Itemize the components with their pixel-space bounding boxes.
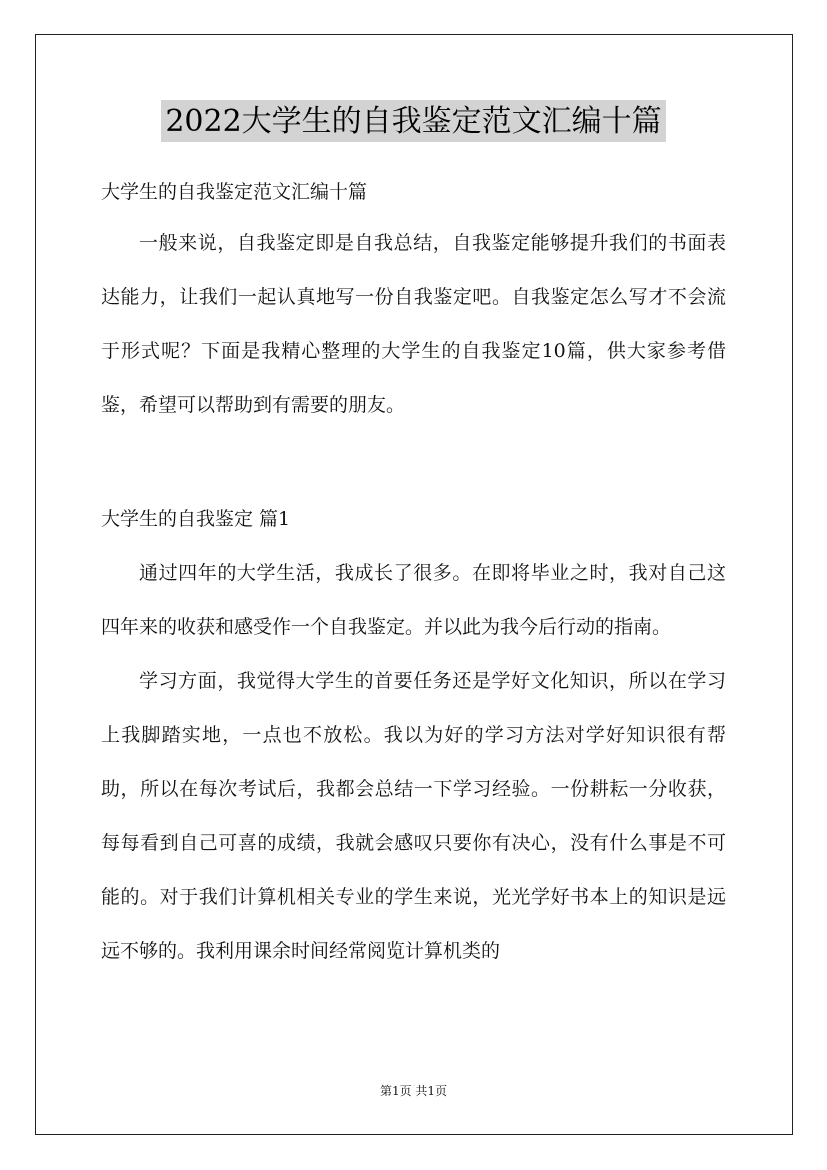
page-footer: 第1页 共1页: [379, 1084, 448, 1098]
document-subtitle: 大学生的自我鉴定范文汇编十篇: [101, 181, 368, 203]
intro-paragraph: 一般来说，自我鉴定即是自我总结，自我鉴定能够提升我们的书面表达能力，让我们一起认真地写一份自我鉴定吧。自我鉴定怎么写才不会流于形式呢？下面是我精心整理的大学生的自我鉴定10篇，供大家参考借鉴，希望可以帮助到有需要的朋友。: [101, 232, 726, 416]
body-paragraph-2: 学习方面，我觉得大学生的首要任务还是学好文化知识，所以在学习上我脚踏实地，一点也不放松。我以为好的学习方法对学好知识很有帮助，所以在每次考试后，我都会总结一下学习经验。一份耕耘一分收获，每每看到自己可喜的成绩，我就会感叹只要你有决心，没有什么事是不可能的。对于我们计算机相关专业的学生来说，光光学好书本上的知识是远远不够的。我利用课余时间经常阅览计算机类的: [101, 670, 726, 962]
section-heading: 大学生的自我鉴定 篇1: [101, 508, 291, 530]
title-wrap: [0, 100, 827, 142]
document-title: 2022大学生的自我鉴定范文汇编十篇: [161, 100, 665, 142]
intro-block: [101, 216, 726, 432]
body-paragraph-1: 通过四年的大学生活，我成长了很多。在即将毕业之时，我对自己这四年来的收获和感受作一个自我鉴定。并以此为我今后行动的指南。: [101, 562, 726, 638]
body-block: [101, 546, 726, 978]
